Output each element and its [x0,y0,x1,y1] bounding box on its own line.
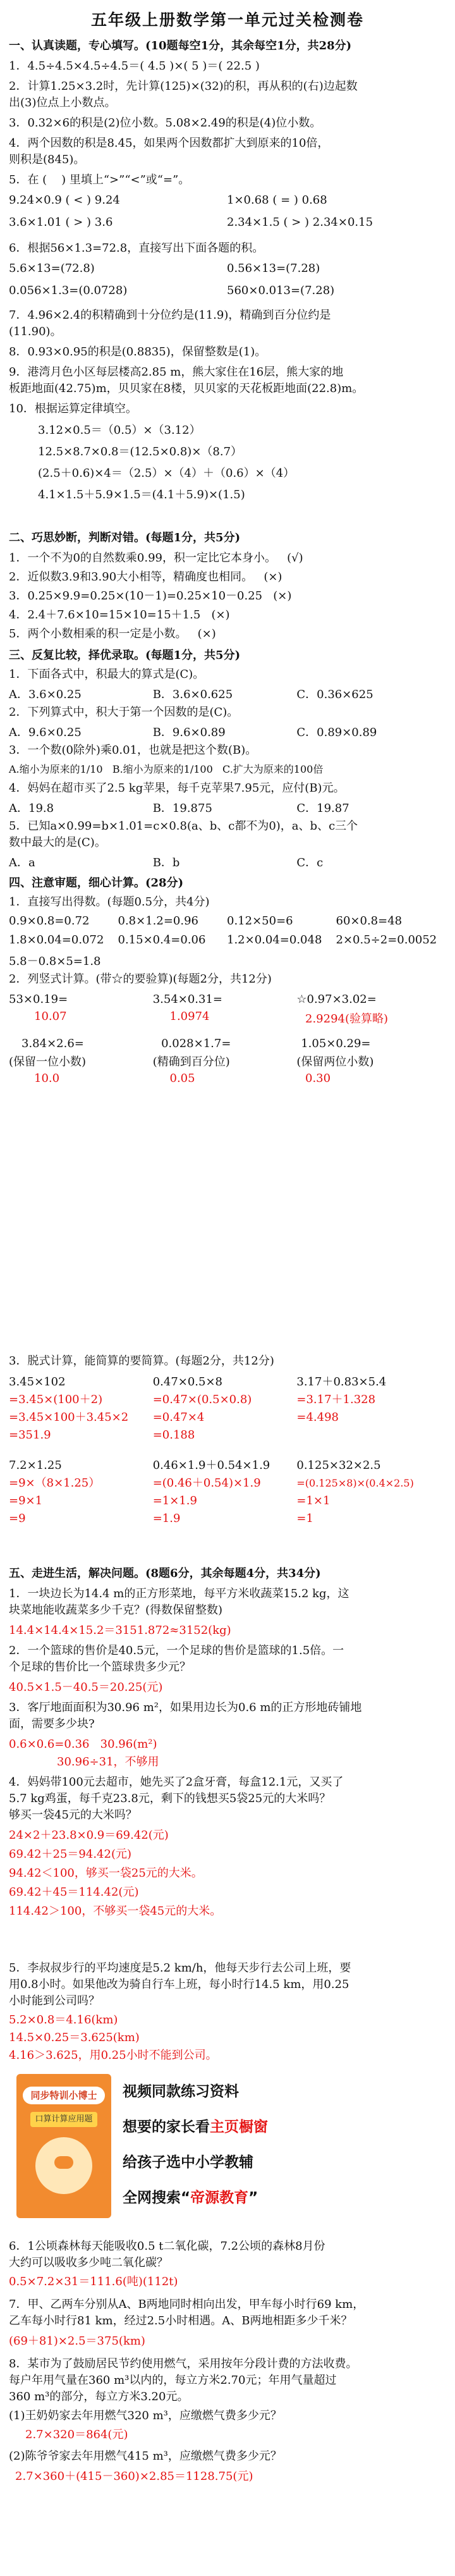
s5-q5a: 5．李叔叔步行的平均速度是5.2 km/h，他每天步行去公司上班，要 [9,1961,351,1975]
simplify-problem: 3.45×102 [9,1375,66,1389]
simplify-problem: 0.46×1.9＋0.54×1.9 [152,1459,270,1472]
vertical-problem: 3.84×2.6= [21,1037,84,1050]
section-3-heading: 三、反复比较，择优录取。(每题1分，共5分) [9,649,241,662]
book-cover-image [16,2074,111,2218]
section-1-heading: 一、认真读题，专心填写。(10题每空1分，其余每空1分，共28分) [9,39,352,52]
simplify-problem: 0.125×32×2.5 [296,1459,381,1472]
simplify-step: =0.47×4 [152,1411,205,1424]
s5-q6a: 6．1公顷森林每天能吸收0.5 t二氧化碳，7.2公顷的森林8月份 [9,2240,325,2253]
promo-line-4-text: 全网搜索“ [123,2190,191,2206]
page-title: 五年级上册数学第一单元过关检测卷 [90,11,364,29]
s5-q1-answer: 14.4×14.4×15.2＝3151.872≈3152(kg) [9,1624,231,1637]
oral-item: 1.8×0.04=0.072 [9,933,104,947]
option-c: C．0.36×625 [296,688,373,701]
vertical-problem: 53×0.19= [9,993,68,1006]
simplify-step: =1×1.9 [152,1494,197,1507]
s3-q1-options [9,685,445,702]
cartoon-icon [35,2137,92,2194]
s4-oral-row-2 [9,933,445,947]
s5-q4-answer-3: 94.42＜100，够买一袋25元的大米。 [9,1867,203,1880]
s4-simplify-1 [9,1373,445,1444]
simplify-step: =3.45×(100＋2) [9,1393,103,1406]
section-5-heading: 五、走进生活，解决问题。(8题6分，其余每题4分，共34分) [9,1567,321,1580]
s1-q10c: (2.5＋0.6)×4＝（2.5）×（4）＋（0.6）×（4） [38,467,295,480]
s1-q4b: 则积是(845)。 [9,153,85,166]
vertical-answer: 10.07 [34,1010,67,1023]
s4-simplify-2 [9,1457,445,1528]
s3-q5-options [9,854,445,870]
promo-line-4 [123,2180,268,2216]
simplify-step: =3.45×100＋3.45×2 [9,1411,129,1424]
s1-q5: 5．在 ( ) 里填上“>”“<”或“=”。 [9,173,190,187]
vertical-answer: 10.0 [34,1072,60,1085]
s5-q4b: 5.7 kg鸡蛋，每千克23.8元，剩下的钱想买5袋25元的大米吗？ [9,1792,331,1805]
vertical-answer: 1.0974 [169,1010,210,1023]
s1-q10: 10．根据运算定律填空。 [9,402,137,415]
option-c: C．0.89×0.89 [296,726,377,739]
s5-q4-answer-1: 24×2＋23.8×0.9＝69.42(元) [9,1829,169,1842]
s1-q9a: 9．港湾月色小区每层楼高2.85 m，熊大家住在16层，熊大家的地 [9,365,344,379]
vertical-note: (保留两位小数) [296,1055,374,1069]
simplify-step: =3.17＋1.328 [296,1393,376,1406]
book-subtitle: 口算计算应用题 [30,2112,97,2127]
option-a: A．3.6×0.25 [9,688,82,701]
s5-q8-answer-2: 2.7×360＋(415－360)×2.85＝1128.75(元) [15,2470,253,2483]
vertical-problem: 0.028×1.7= [161,1037,231,1050]
option-b: B．19.875 [152,802,212,815]
promo-line-1: 视频同款练习资料 [123,2083,239,2100]
s1-q10a: 3.12×0.5＝（0.5）×（3.12） [38,424,201,437]
s5-q4-answer-5: 114.42＞100，不够买一袋45元的大米。 [9,1904,222,1918]
s5-q1b: 块菜地能收蔬菜多少千克？(得数保留整数) [9,1604,223,1617]
s2-q1: 1．一个不为0的自然数乘0.99，积一定比它本身小。 (√) [9,551,303,565]
vertical-problem: 3.54×0.31= [152,993,223,1006]
promo-banner [9,2074,445,2226]
option-c: C．c [296,856,324,869]
s5-q5b: 用0.8小时。如果他改为骑自行车上班，每小时行14.5 km，用0.25 [9,1978,349,1991]
s5-q2a: 2．一个篮球的售价是40.5元，一个足球的售价是篮球的1.5倍。一 [9,1644,344,1657]
s3-q3b: A.缩小为原来的1/10 B.缩小为原来的1/100 C.扩大为原来的100倍 [9,763,324,775]
promo-text [123,2074,268,2216]
s4-q1: 1．直接写出得数。(每题0.5分，共4分) [9,895,210,909]
s5-q7-answer: (69＋81)×2.5＝375(km) [9,2334,145,2348]
product-2: 0.56×13=(7.28) [227,262,320,275]
s1-q7a: 7．4.96×2.4的积精确到十分位约是(11.9)，精确到百分位约是 [9,309,331,322]
s5-q8e: (2)陈爷爷家去年用燃气415 m³，应缴燃气费多少元？ [9,2450,282,2463]
s5-q1a: 1．一块边长为14.4 m的正方形菜地，每平方米收蔬菜15.2 kg，这 [9,1587,349,1600]
s5-q5-answer-1: 5.2×0.8＝4.16(km) [9,2013,118,2027]
vertical-answer: 0.05 [169,1072,195,1085]
s5-q5-answer-3: 4.16＞3.625，用0.25小时不能到公司。 [9,2049,217,2062]
s1-q3: 3．0.32×6的积是(2)位小数。5.08×2.49的积是(4)位小数。 [9,116,322,130]
simplify-problem: 3.17＋0.83×5.4 [296,1375,387,1389]
option-b: B．9.6×0.89 [152,726,226,739]
s1-q7b: (11.90)。 [9,325,62,338]
s3-q1: 1．下面各式中，积最大的算式是(C)。 [9,668,205,681]
simplify-step: =1×1 [296,1494,331,1507]
compare-2: 1×0.68 ( = ) 0.68 [227,193,327,207]
simplify-step: =1.9 [152,1512,181,1525]
s5-q3-answer-1: 0.6×0.6=0.36 30.96(m²) [9,1738,157,1751]
option-b: B．3.6×0.625 [152,688,233,701]
s1-q10d: 4.1×1.5＋5.9×1.5＝(4.1＋5.9)×(1.5) [38,488,245,501]
simplify-step: =9 [9,1512,26,1525]
s5-q2b: 个足球的售价比一个篮球贵多少元？ [9,1660,191,1674]
s5-q4-answer-2: 69.42＋25＝94.42(元) [9,1848,132,1861]
product-4: 560×0.013=(7.28) [227,284,335,297]
simplify-step: =0.47×(0.5×0.8) [152,1393,252,1406]
s5-q8b: 每户年用气量在360 m³以内的，每立方米2.70元；年用气量超过 [9,2374,337,2387]
s1-q2a: 2．计算1.25×3.2时，先计算(125)×(32)的积，再从积的(右)边起数 [9,80,358,93]
s5-q8c: 360 m³的部分，每立方米3.20元。 [9,2390,189,2403]
simplify-step: =4.498 [296,1411,339,1424]
oral-item: 60×0.8=48 [336,914,403,928]
s3-q5b: 数中最大的是(C)。 [9,836,106,849]
s5-q6b: 大约可以吸收多少吨二氧化碳？ [9,2256,168,2269]
s5-q3a: 3．客厅地面面积为30.96 m²，如果用边长为0.6 m的正方形地砖铺地 [9,1701,362,1714]
book-title: 同步特训小博士 [23,2087,105,2104]
s5-q8a: 8．某市为了鼓励居民节约使用燃气，采用按年分段计费的方法收费。 [9,2357,358,2371]
s5-q3-answer-2: 30.96÷31，不够用 [57,1755,159,1769]
promo-line-2-text: 想要的家长看 [123,2119,210,2135]
simplify-problem: 7.2×1.25 [9,1459,62,1472]
simplify-step: =0.188 [152,1428,195,1442]
vertical-problem: 1.05×0.29= [301,1037,371,1050]
simplify-problem: 0.47×0.5×8 [152,1375,223,1389]
option-a: A．19.8 [9,802,54,815]
s3-q5a: 5．已知a×0.99=b×1.01=c×0.8(a、b、c都不为0)，a、b、c三个 [9,819,358,833]
s5-q8-answer-1: 2.7×320＝864(元) [25,2428,128,2441]
oral-item: 0.9×0.8=0.72 [9,914,90,928]
s4-oral-row-3 [9,952,445,969]
section-4-heading: 四、注意审题，细心计算。(28分) [9,876,184,890]
s2-q5: 5．两个小数相乘的积一定是小数。 (×) [9,627,216,641]
product-3: 0.056×1.3=(0.0728) [9,284,128,297]
option-a: A．a [9,856,35,869]
s5-q2-answer: 40.5×1.5－40.5＝20.25(元) [9,1681,163,1694]
s4-q2: 2．列竖式计算。(带☆的要验算)(每题2分，共12分) [9,972,272,986]
s5-q5-answer-2: 14.5×0.25＝3.625(km) [9,2031,140,2044]
simplify-step: =9×1 [9,1494,43,1507]
s1-q6-products [9,262,445,297]
s1-q6: 6．根据56×1.3=72.8，直接写出下面各题的积。 [9,242,264,255]
oral-item: 2×0.5÷2=0.0052 [336,933,437,947]
s1-q1: 1．4.5÷4.5×4.5÷4.5＝( 4.5 )×( 5 )＝( 22.5 ) [9,59,260,73]
s5-q4a: 4．妈妈带100元去超市，她先买了2盒牙膏，每盒12.1元，又买了 [9,1776,344,1789]
s1-q5-compare [9,193,445,229]
s1-q4a: 4．两个因数的积是8.45，如果两个因数都扩大到原来的10倍， [9,137,329,150]
vertical-answer: 2.9294(验算略) [305,1012,389,1026]
option-b: B．b [152,856,180,869]
vertical-problem: ☆0.97×3.02= [296,993,377,1006]
oral-item: 1.2×0.04=0.048 [227,933,322,947]
product-1: 5.6×13=(72.8) [9,262,95,275]
simplify-step [296,1426,440,1444]
section-2-heading: 二、巧思妙断，判断对错。(每题1分，共5分) [9,531,241,544]
simplify-step: =9×（8×1.25） [9,1476,100,1490]
promo-line-2 [123,2109,268,2145]
s5-q7b: 乙车每小时行81 km，经过2.5小时相遇。A、B两地相距多少千米？ [9,2314,353,2328]
s4-vertical-2 [9,1037,445,1085]
simplify-step: =(0.46＋0.54)×1.9 [152,1476,261,1490]
s4-vertical-1 [9,993,445,1026]
s5-q8d: (1)王奶奶家去年用燃气320 m³，应缴燃气费多少元？ [9,2409,282,2422]
s5-q5c: 小时能到公司吗？ [9,1994,100,2008]
option-a: A．9.6×0.25 [9,726,82,739]
s3-q2-options [9,723,445,740]
s3-q4: 4．妈妈在超市买了2.5 kg苹果，每千克苹果7.95元，应付(B)元。 [9,782,345,795]
oral-item: 0.8×1.2=0.96 [118,914,198,928]
promo-line-4-end: ” [248,2190,258,2206]
compare-3: 3.6×1.01 ( > ) 3.6 [9,216,113,229]
promo-highlight: 主页橱窗 [210,2119,268,2135]
s2-q2: 2．近似数3.9和3.90大小相等，精确度也相同。 (×) [9,570,282,584]
s5-q4c: 够买一袋45元的大米吗？ [9,1808,137,1822]
vertical-answer: 0.30 [305,1072,331,1085]
s5-q3b: 面，需要多少块? [9,1717,95,1731]
simplify-step: =351.9 [9,1428,51,1442]
oral-item: 0.15×0.4=0.06 [118,933,206,947]
s3-q3a: 3．一个数(0除外)乘0.01，也就是把这个数(B)。 [9,744,257,757]
oral-item: 5.8－0.8×5=1.8 [9,955,101,968]
oral-item: 0.12×50=6 [227,914,293,928]
promo-line-3: 给孩子选中小学教辅 [123,2154,253,2171]
s4-oral-row-1 [9,914,445,928]
vertical-note: (精确到百分位) [152,1055,230,1069]
s1-q8: 8．0.93×0.95的积是(0.8835)，保留整数是(1)。 [9,345,267,359]
option-c: C．19.87 [296,802,349,815]
s2-q3: 3．0.25×9.9=0.25×(10－1)=0.25×10－0.25 (×) [9,589,292,603]
simplify-step: =1 [296,1512,313,1525]
s1-q10b: 12.5×8.7×0.8＝(12.5×0.8)×（8.7） [38,445,243,458]
s1-q2b: 出(3)位点上小数点。 [9,96,116,109]
s3-q4-options [9,799,445,816]
s5-q4-answer-4: 69.42＋45＝114.42(元) [9,1886,139,1899]
simplify-step: =(0.125×8)×(0.4×2.5) [296,1477,414,1489]
compare-1: 9.24×0.9 ( < ) 9.24 [9,193,120,207]
s2-q4: 4．2.4＋7.6×10=15×10=15＋1.5 (×) [9,608,230,622]
s1-q9b: 板距地面(42.75)m，贝贝家在8楼，贝贝家的天花板距地面(22.8)m。 [9,382,364,395]
s4-q3: 3．脱式计算，能简算的要简算。(每题2分，共12分) [9,1354,274,1368]
promo-brand: 帝源教育 [190,2190,249,2206]
s3-q2: 2．下列算式中，积大于第一个因数的是(C)。 [9,706,239,719]
s5-q6-answer: 0.5×7.2×31＝111.6(吨)(112t) [9,2275,178,2288]
compare-4: 2.34×1.5 ( > ) 2.34×0.15 [227,216,373,229]
s5-q7a: 7．甲、乙两车分别从A、B两地同时相向出发，甲车每小时行69 km， [9,2298,365,2311]
vertical-note: (保留一位小数) [9,1055,87,1069]
